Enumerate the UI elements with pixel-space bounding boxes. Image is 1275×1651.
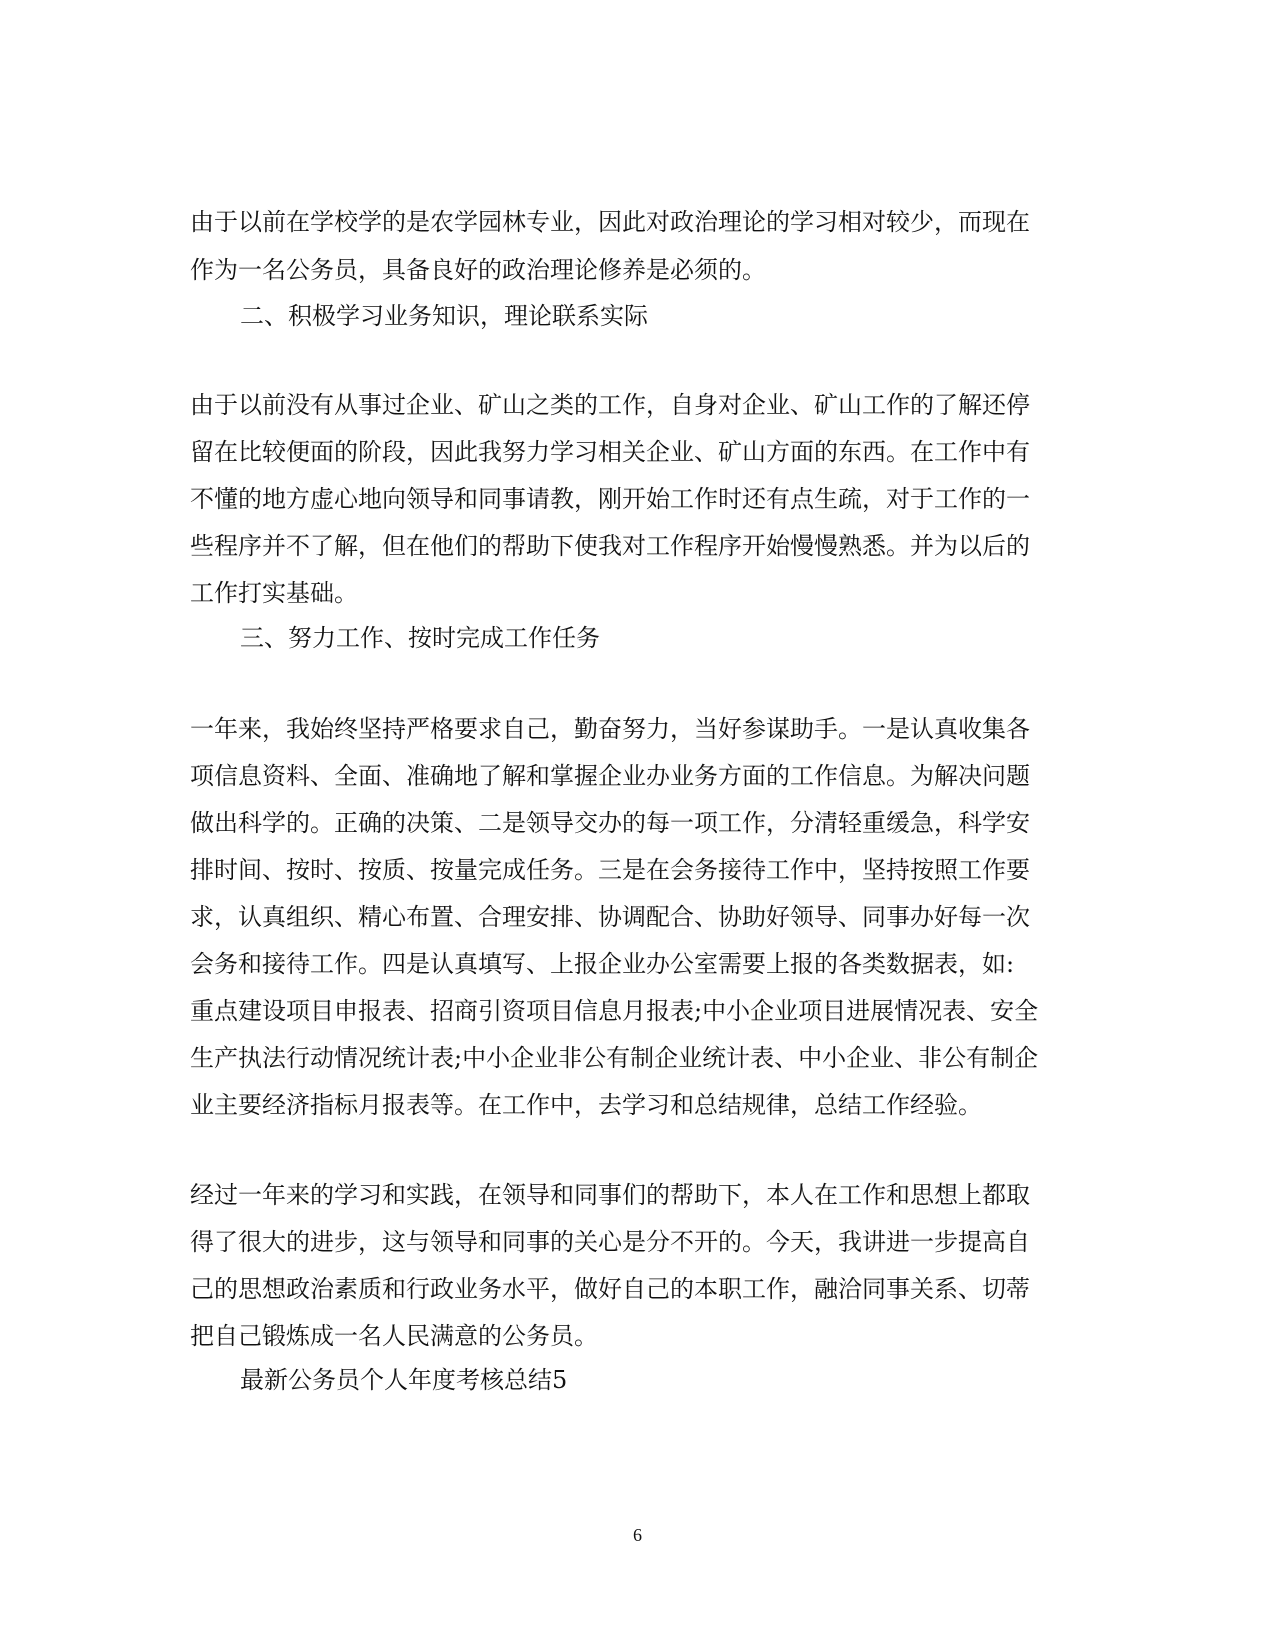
paragraph-line: 做出科学的。正确的决策、二是领导交办的每一项工作，分清轻重缓急，科学安 <box>190 809 1030 837</box>
section-heading-2: 二、积极学习业务知识，理论联系实际 <box>240 302 648 330</box>
paragraph-line: 一年来，我始终坚持严格要求自己，勤奋努力，当好参谋助手。一是认真收集各 <box>190 715 1030 743</box>
paragraph-line: 不懂的地方虚心地向领导和同事请教，刚开始工作时还有点生疏，对于工作的一 <box>190 485 1030 513</box>
paragraph-line: 留在比较便面的阶段，因此我努力学习相关企业、矿山方面的东西。在工作中有 <box>190 438 1030 466</box>
paragraph-line: 重点建设项目申报表、招商引资项目信息月报表;中小企业项目进展情况表、安全 <box>190 997 1039 1025</box>
paragraph-line: 由于以前没有从事过企业、矿山之类的工作，自身对企业、矿山工作的了解还停 <box>190 391 1030 419</box>
section-heading-5: 最新公务员个人年度考核总结5 <box>240 1366 568 1394</box>
paragraph-line: 经过一年来的学习和实践，在领导和同事们的帮助下，本人在工作和思想上都取 <box>190 1181 1030 1209</box>
paragraph-line: 工作打实基础。 <box>190 579 358 607</box>
paragraph-line: 作为一名公务员，具备良好的政治理论修养是必须的。 <box>190 256 766 284</box>
section-heading-3: 三、努力工作、按时完成工作任务 <box>240 624 600 652</box>
page-number: 6 <box>633 1525 642 1545</box>
paragraph-line: 把自己锻炼成一名人民满意的公务员。 <box>190 1322 598 1350</box>
paragraph-line: 项信息资料、全面、准确地了解和掌握企业办业务方面的工作信息。为解决问题 <box>190 762 1030 790</box>
paragraph-line: 会务和接待工作。四是认真填写、上报企业办公室需要上报的各类数据表，如: <box>190 950 1015 978</box>
paragraph-line: 业主要经济指标月报表等。在工作中，去学习和总结规律，总结工作经验。 <box>190 1091 982 1119</box>
paragraph-line: 排时间、按时、按质、按量完成任务。三是在会务接待工作中，坚持按照工作要 <box>190 856 1030 884</box>
paragraph-line: 些程序并不了解，但在他们的帮助下使我对工作程序开始慢慢熟悉。并为以后的 <box>190 532 1030 560</box>
paragraph-line: 由于以前在学校学的是农学园林专业，因此对政治理论的学习相对较少，而现在 <box>190 208 1030 236</box>
paragraph-line: 求，认真组织、精心布置、合理安排、协调配合、协助好领导、同事办好每一次 <box>190 903 1030 931</box>
paragraph-line: 得了很大的进步，这与领导和同事的关心是分不开的。今天，我讲进一步提高自 <box>190 1228 1030 1256</box>
paragraph-line: 己的思想政治素质和行政业务水平，做好自己的本职工作，融洽同事关系、切蒂 <box>190 1275 1030 1303</box>
paragraph-line: 生产执法行动情况统计表;中小企业非公有制企业统计表、中小企业、非公有制企 <box>190 1044 1039 1072</box>
